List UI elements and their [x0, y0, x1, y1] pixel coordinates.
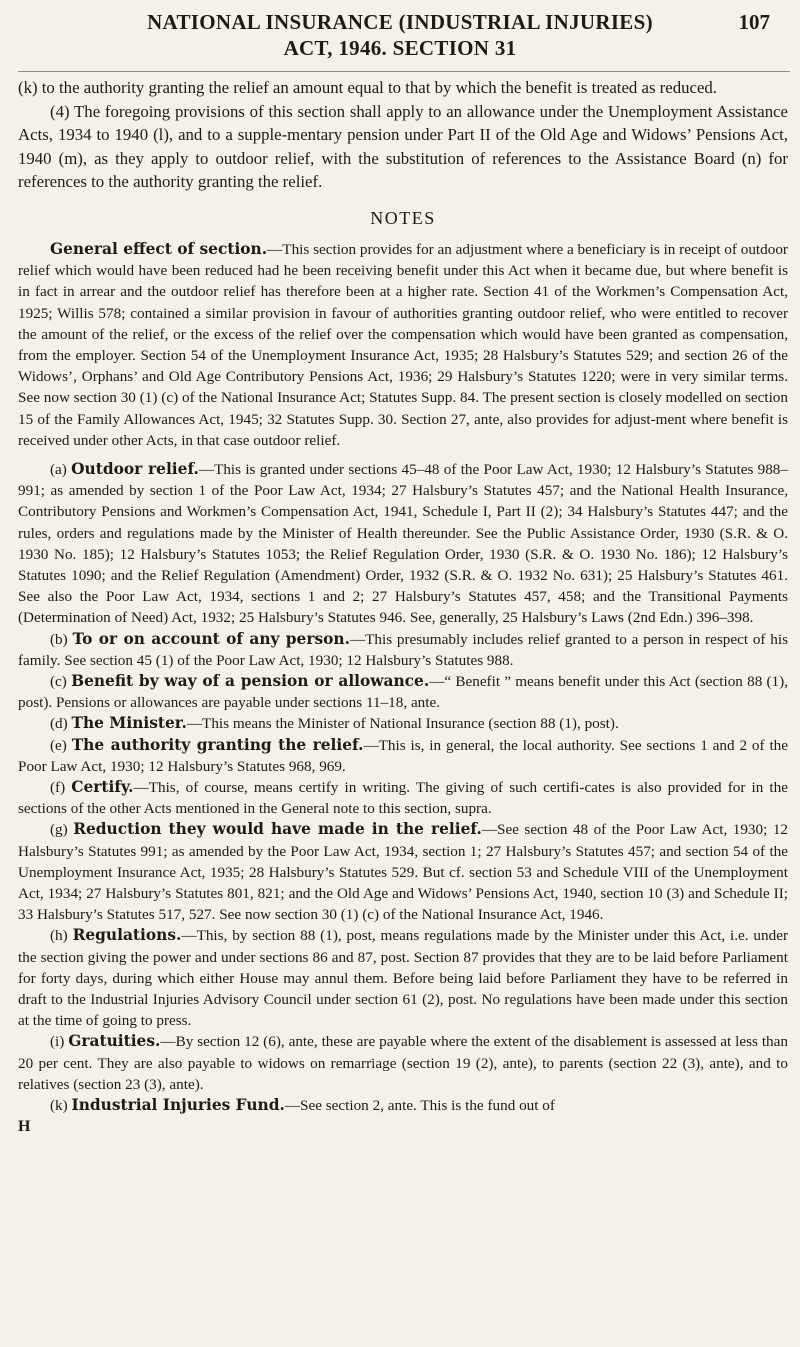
note-b-lead: To or on account of any person.: [72, 629, 350, 648]
page-content: [18, 76, 788, 1138]
note-b-prefix: (b): [50, 630, 73, 648]
page-number: 107: [738, 10, 770, 34]
note-f-prefix: (f): [50, 779, 72, 797]
note-g-lead: Reduction they would have made in the relief.: [73, 820, 482, 839]
note-e: [18, 735, 788, 777]
header-subtitle: ACT, 1946. SECTION 31: [283, 36, 517, 60]
note-h-prefix: (h): [50, 927, 73, 945]
note-a-prefix: (a): [50, 461, 72, 478]
note-g-prefix: (g): [50, 821, 74, 839]
note-f: [18, 777, 788, 819]
note-a-text: —This is granted under sections 45–48 of the Poor Law Act, 1930; 12 Halsbury’s Statutes 988–991; as amended by section 1 of the Poor Law Act, 1934; 27 Halsbury’s Statutes 457; and the National Health Insurance, Contributory Pensions and Workmen’s Compensation Act, 1941, Schedule I, Part II (2); 34 Halsbury’s Statutes 447; and the rules, orders and regulations made by the Minister of Health thereunder. See the Public Assistance Order, 1930 (S.R. & O. 1930 No. 185); 12 Halsbury’s Statutes 1053; the Relief Regulation Order, 1930 (S.R. & O. 1930 No. 186); 12 Halsbury’s Statutes 1090; and the Relief Regulation (Amendment) Order, 1932 (S.R. & O. 1932 No. 631); 25 Halsbury’s Statutes 461. See also the Poor Law Act, 1934, sections 1 and 2; 27 Halsbury’s Statutes 457, 458; and the Transitional Payments (Determination of Need) Act, 1932; 25 Halsbury’s Statutes 946. See, generally, 25 Halsbury’s Laws (2nd Edn.) 396–398.: [18, 461, 788, 627]
notes-heading: NOTES: [370, 207, 436, 228]
note-general: [18, 239, 788, 451]
note-c-text: —“ Benefit ” means benefit under this Act (section 88 (1), post). Pensions or allowances are payable under sections 11–18, ante.: [18, 673, 789, 712]
note-e-prefix: (e): [50, 736, 72, 754]
note-b: [18, 629, 788, 671]
note-h-text: —This, by section 88 (1), post, means regulations made by the Minister under this Act, i.e. under the section giving the power and under sections 86 and 87, post. Section 87 provides that they are to be laid before Parliament for forty days, during which either House may annul them. Before being laid before Parliament they have to be referred in draft to the Industrial Injuries Advisory Council under section 61 (2), post. No regulations have been made under this section at the time of going to press.: [18, 927, 789, 1030]
note-d-text: —This means the Minister of National Insurance (section 88 (1), post).: [186, 715, 619, 733]
note-f-lead: Certify.: [71, 778, 134, 797]
signature-mark: H: [18, 1118, 31, 1136]
header-rule: [18, 71, 790, 72]
note-k: [18, 1095, 788, 1116]
note-g-text: —See section 48 of the Poor Law Act, 1930; 12 Halsbury’s Statutes 991; as amended by the Poor Law Act, 1934, section 1; 27 Halsbury’s Statutes 457; and section 54 of the Unemployment Insurance Act, 1935; 28 Halsbury’s Statutes 529. But cf. section 53 and Schedule VIII of the Unemployment Act, 1934; 27 Halsbury’s Statutes 801, 821; and the Old Age and Widows’ Pensions Act, 1940, section 10 (3) and Schedule II; 33 Halsbury’s Statutes 517, 527. See now section 30 (1) (c) of the National Insurance Act, 1946.: [18, 821, 789, 924]
note-i-text: —By section 12 (6), ante, these are payable where the extent of the disablement is assessed at less than 20 per cent. They are also payable to widows on remarriage (section 19 (2), ante), to parents (section 22 (3), ante), and to relatives (section 23 (3), ante).: [18, 1033, 788, 1093]
note-f-text: —This, of course, means certify in writing. The giving of such certifi-cates is also provided for in the sections of the other Acts mentioned in the General note to this section, supra.: [18, 779, 788, 818]
running-header: [0, 4, 800, 66]
section-paragraph-k: (k) to the authority granting the relief an amount equal to that by which the benefit is treated as reduced.: [18, 78, 717, 97]
note-c-prefix: (c): [50, 673, 72, 691]
note-i: [18, 1031, 788, 1095]
note-general-lead: General effect of section.: [50, 239, 268, 258]
note-i-prefix: (i): [50, 1033, 69, 1051]
note-b-text: —This presumably includes relief granted to a person in respect of his family. See section 45 (1) of the Poor Law Act, 1930; 12 Halsbury’s Statutes 988.: [18, 630, 788, 669]
note-k-lead: Industrial Injuries Fund.: [71, 1096, 285, 1115]
note-a: [18, 459, 788, 629]
note-general-text: —This section provides for an adjustment where a beneficiary is in receipt of outdoor relief which would have been reduced had he been receiving benefit under this Act when it became due, but where benefit is in fact in arrear and the outdoor relief has therefore been at a higher rate. Section 41 of the Workmen’s Compensation Act, 1925; Willis 578; contained a similar provision in favour of authorities granting outdoor relief, who were entitled to recover the amount of the relief, or the excess of the relief over the compensation which would have been granted as compensation, from the employer. Section 54 of the Unemployment Insurance Act, 1935; 28 Halsbury’s Statutes 529; and section 26 of the Widows’, Orphans’ and Old Age Contributory Pensions Act, 1936; 29 Halsbury’s Statutes 1220; were in very similar terms. See now section 30 (1) (c) of the National Insurance Act; Statutes Supp. 84. The present section is closely modelled on section 15 of the Family Allowances Act, 1945; 32 Statutes Supp. 30. Section 27, ante, also provides for adjust-ment where benefit is received under other Acts, in that case outdoor relief.: [18, 240, 788, 449]
note-g: [18, 819, 788, 925]
note-c: [18, 671, 788, 713]
note-k-text: —See section 2, ante. This is the fund out of: [284, 1097, 555, 1115]
header-title: NATIONAL INSURANCE (INDUSTRIAL INJURIES): [147, 10, 653, 34]
note-d-lead: The Minister.: [71, 714, 187, 733]
note-e-text: —This is, in general, the local authority. See sections 1 and 2 of the Poor Law Act, 1930; 12 Halsbury’s Statutes 968, 969.: [18, 736, 788, 775]
note-k-prefix: (k): [50, 1097, 72, 1115]
note-d-prefix: (d): [50, 715, 72, 733]
note-h-lead: Regulations.: [72, 926, 182, 945]
note-a-lead: Outdoor relief.: [71, 460, 199, 478]
note-e-lead: The authority granting the relief.: [71, 735, 364, 754]
note-c-lead: Benefit by way of a pension or allowance.: [71, 672, 430, 691]
note-d: [18, 713, 788, 734]
section-paragraph-4: (4) The foregoing provisions of this section shall apply to an allowance under the Unemployment Assistance Acts, 1934 to 1940 (l), and to a supple-mentary pension under Part II of the Old Age and Widows’ Pensions Act, 1940 (m), as they apply to outdoor relief, with the substitution of references to the Assistance Board (n) for references to the authority granting the relief.: [18, 101, 788, 192]
note-i-lead: Gratuities.: [68, 1032, 161, 1051]
note-h: [18, 925, 788, 1031]
notes-body: [18, 239, 788, 1138]
